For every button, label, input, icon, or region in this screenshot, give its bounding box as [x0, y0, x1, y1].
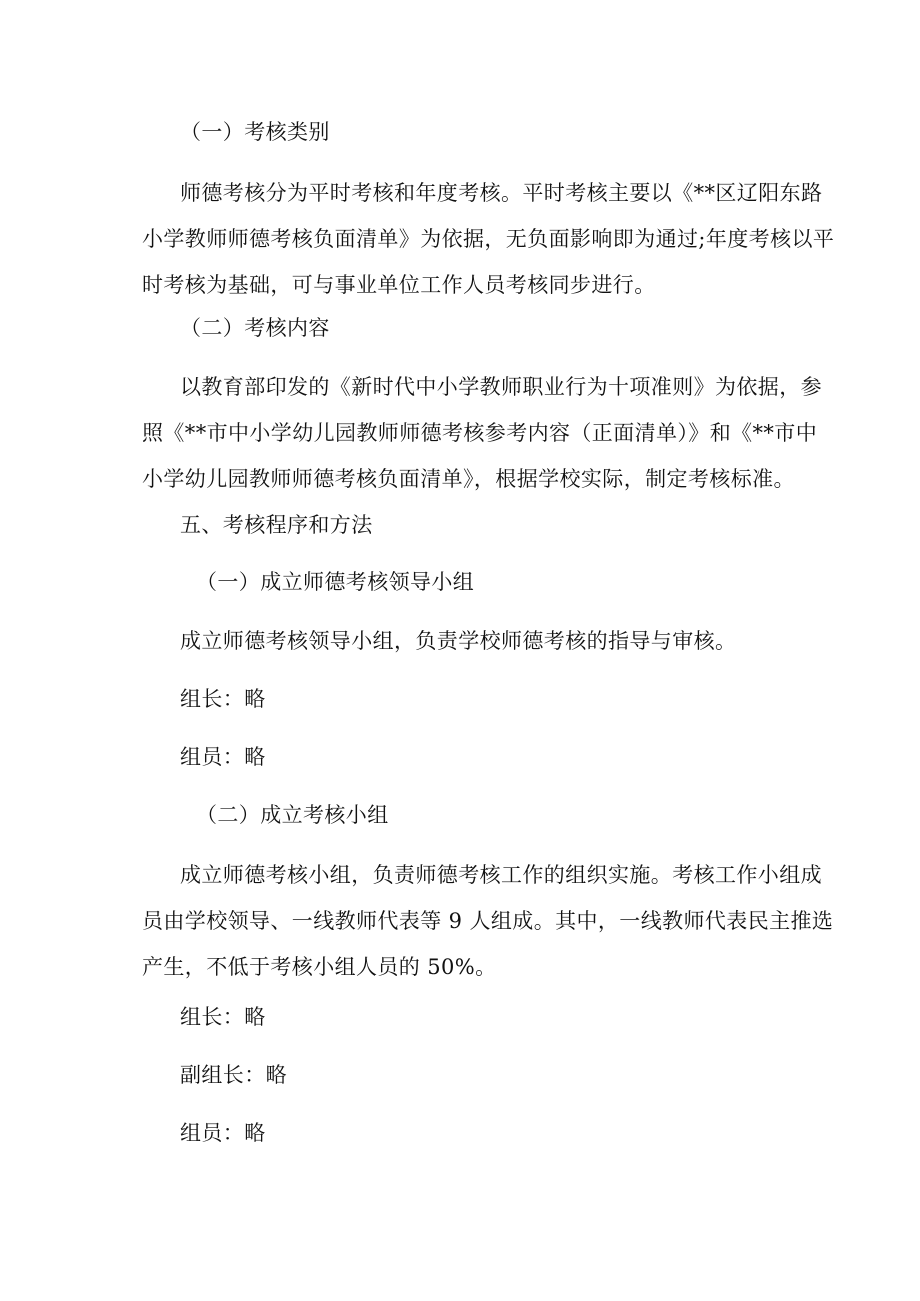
paragraph-leadership-group: 成立师德考核领导小组，负责学校师德考核的指导与审核。 — [180, 629, 737, 653]
assessment-group-deputy-leader: 副组长：略 — [180, 1063, 287, 1087]
assessment-group-leader: 组长：略 — [180, 1005, 266, 1029]
heading-assessment-category: （一）考核类别 — [180, 120, 330, 144]
leadership-group-members: 组员：略 — [180, 745, 266, 769]
leadership-group-leader: 组长：略 — [180, 687, 266, 711]
paragraph-line: 师德考核分为平时考核和年度考核。平时考核主要以《**区辽阳东路 — [180, 181, 823, 205]
paragraph-line: 小学幼儿园教师师德考核负面清单》，根据学校实际，制定考核标准。 — [142, 467, 795, 491]
subheading-assessment-group: （二）成立考核小组 — [196, 803, 389, 827]
paragraph-line: 成立师德考核小组，负责师德考核工作的组织实施。考核工作小组成 — [180, 863, 822, 887]
paragraph-assessment-content — [142, 364, 822, 502]
paragraph-assessment-group — [142, 852, 834, 990]
paragraph-assessment-category — [142, 170, 835, 308]
subheading-leadership-group: （一）成立师德考核领导小组 — [196, 570, 475, 594]
paragraph-line: 以教育部印发的《新时代中小学教师职业行为十项准则》为依据，参 — [180, 375, 822, 399]
heading-assessment-content: （二）考核内容 — [180, 316, 330, 340]
paragraph-line: 产生，不低于考核小组人员的 50%。 — [142, 955, 497, 979]
paragraph-line: 时考核为基础，可与事业单位工作人员考核同步进行。 — [142, 273, 656, 297]
assessment-group-members: 组员：略 — [180, 1121, 266, 1145]
paragraph-line: 照《**市中小学幼儿园教师师德考核参考内容（正面清单）》和《**市中 — [142, 421, 818, 445]
paragraph-line: 小学教师师德考核负面清单》为依据，无负面影响即为通过;年度考核以平 — [142, 227, 835, 251]
paragraph-line: 员由学校领导、一线教师代表等 9 人组成。其中，一线教师代表民主推选 — [142, 909, 834, 933]
section-heading-procedure: 五、考核程序和方法 — [180, 513, 373, 537]
